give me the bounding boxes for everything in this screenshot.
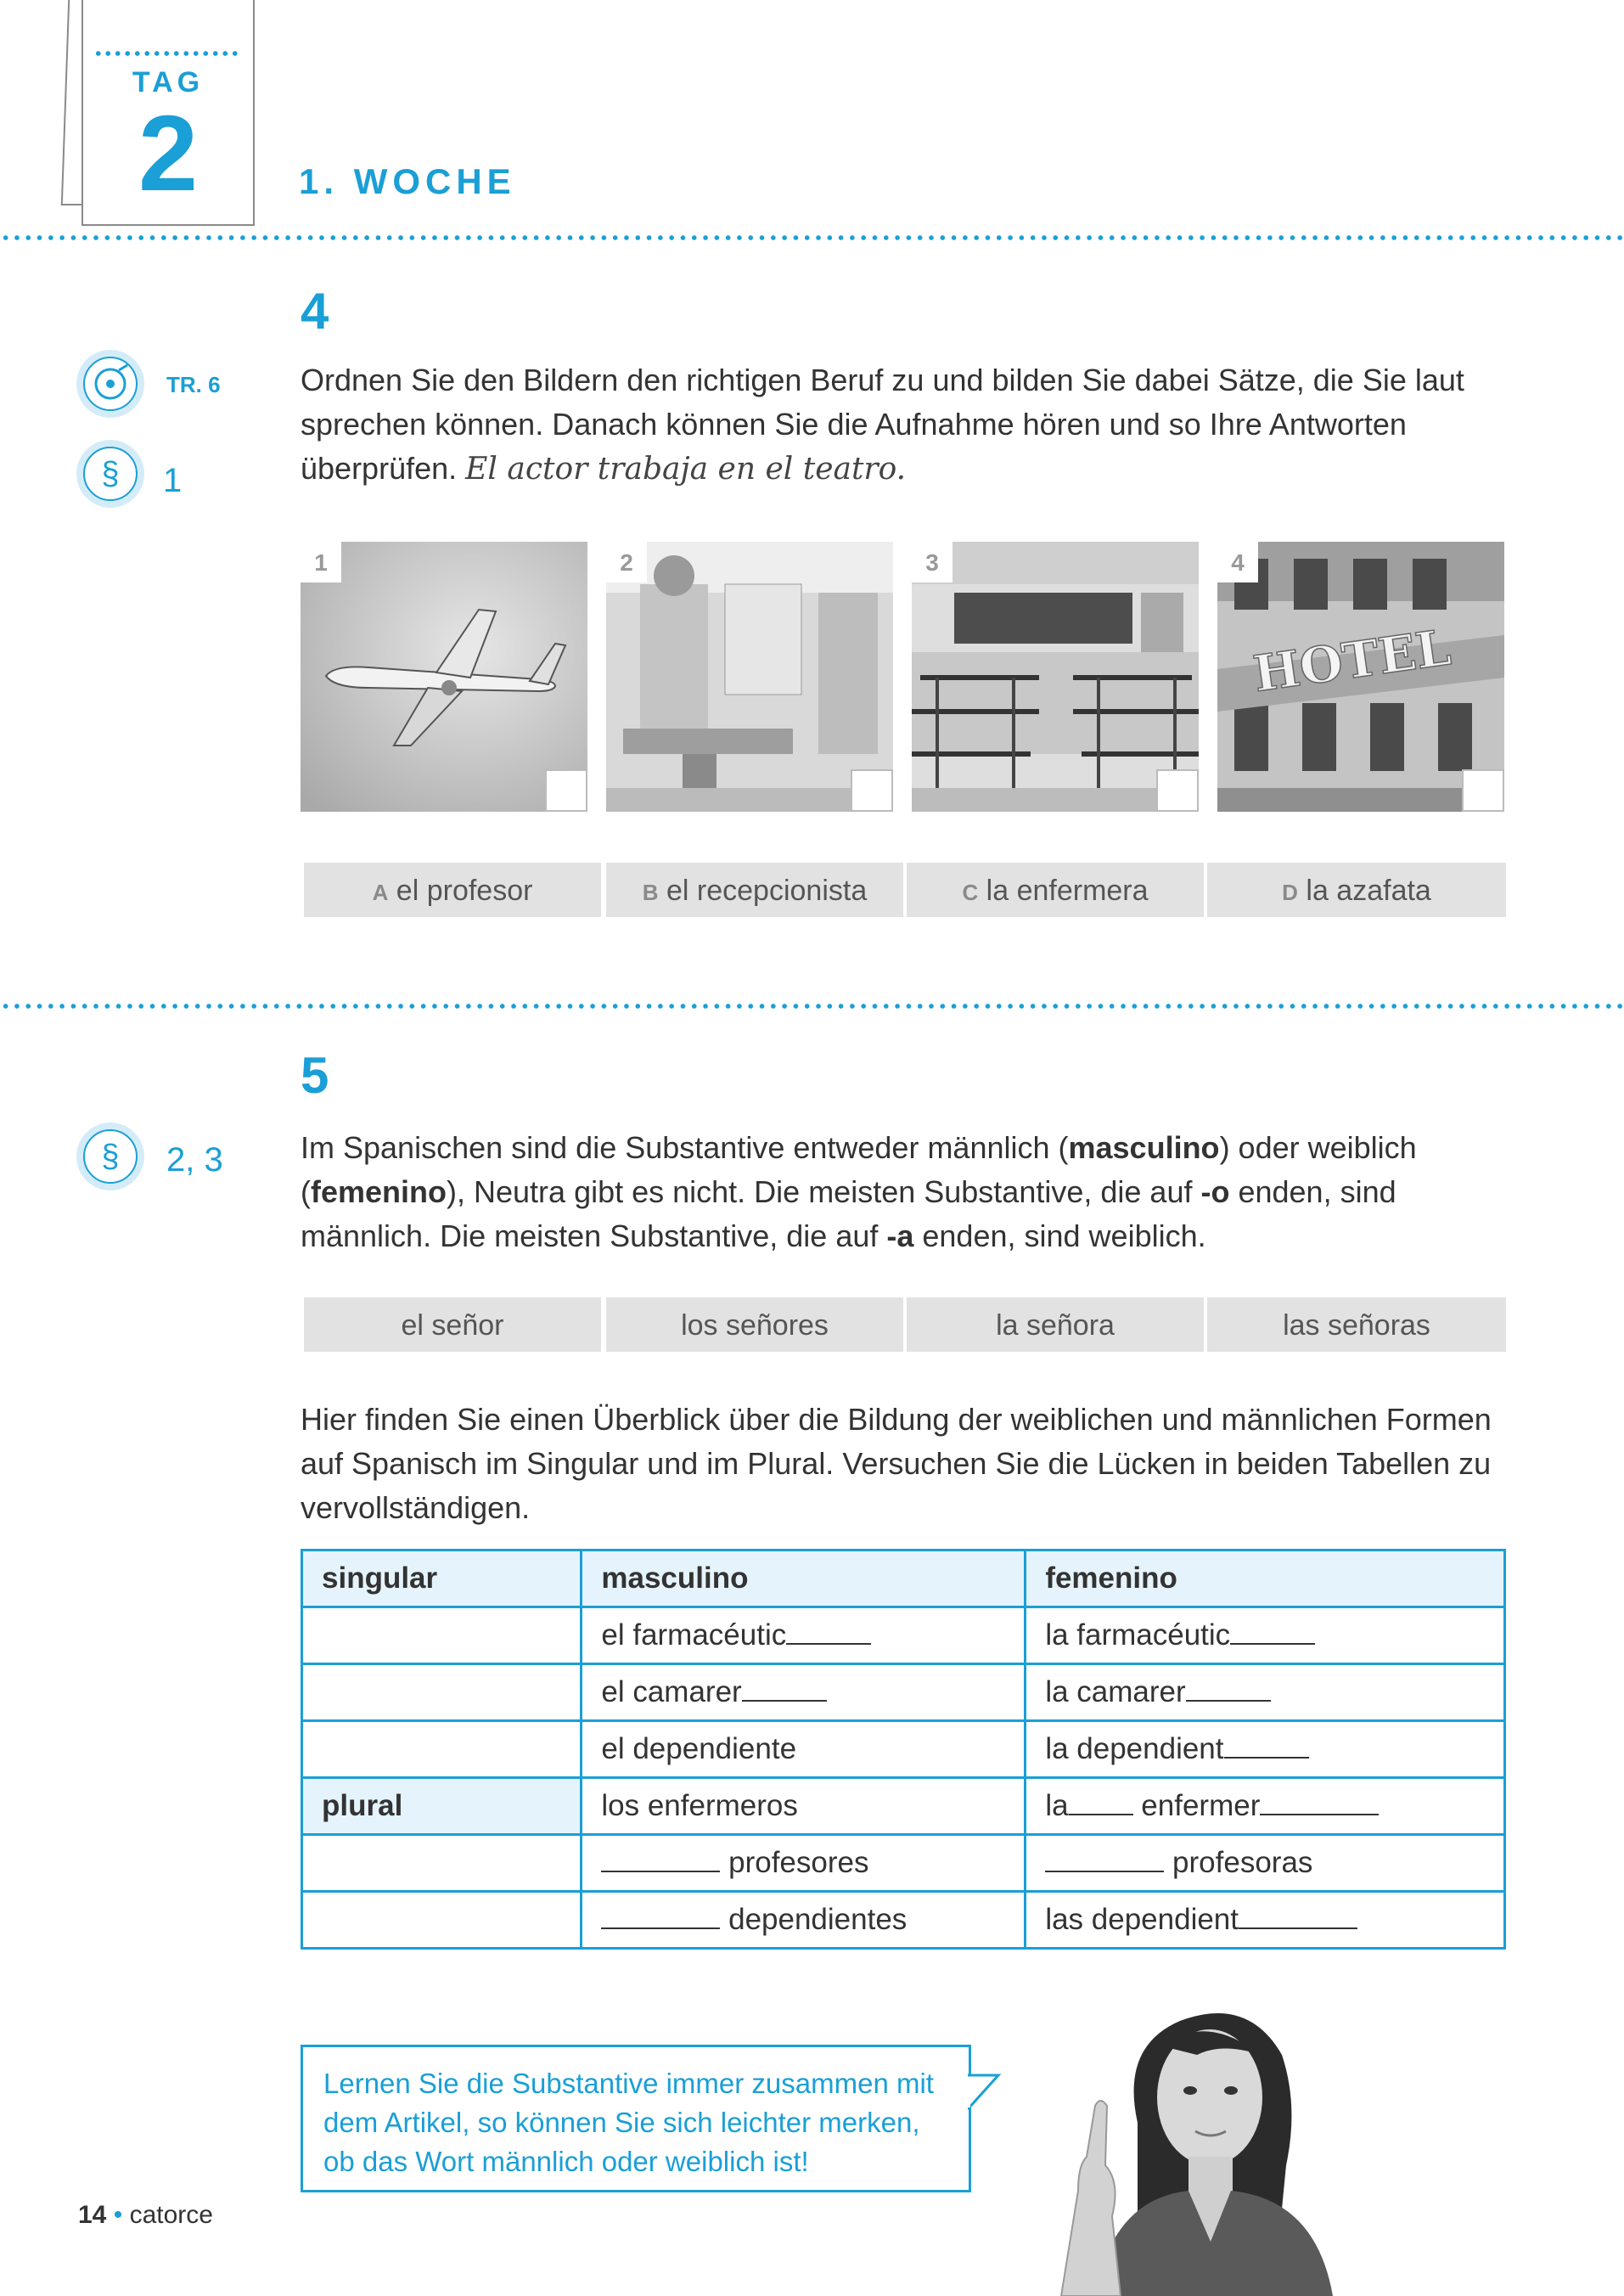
tag-box <box>81 0 255 226</box>
paragraph-icon: § <box>83 447 138 501</box>
blank[interactable] <box>1045 1849 1164 1872</box>
empty-cell <box>302 1892 582 1949</box>
intro-part: enden, sind weiblich. <box>913 1218 1206 1253</box>
example-sentence: El actor trabaja en el teatro. <box>465 452 907 487</box>
teacher-photo <box>951 1995 1426 2296</box>
option-c-letter: C <box>962 880 979 905</box>
grammar-table <box>301 1549 1506 1950</box>
table-row <box>302 1892 1505 1949</box>
image-3-answer-box[interactable] <box>1156 769 1199 812</box>
exercise-5-text: Hier finden Sie einen Überblick über die Bildung der weiblichen und männlichen Formen auf Spanisch im Singular und im Plural. Versuchen Sie die Lücken in beiden Tabellen zu vervollständigen. <box>301 1402 1492 1525</box>
tip-bubble: Lernen Sie die Substantive immer zusammen mit dem Artikel, so können Sie sich leichter merken, ob das Wort männlich oder weiblich ist! <box>301 2045 971 2192</box>
cell-text: la dependient <box>1045 1732 1224 1765</box>
exercise-4-instructions <box>301 358 1506 492</box>
exercise-5-intro <box>301 1126 1506 1258</box>
intro-bold-a: -a <box>886 1218 914 1253</box>
cell-text: la farmacéutic <box>1045 1618 1231 1652</box>
blank[interactable] <box>601 1905 720 1929</box>
image-4-number: 4 <box>1217 542 1258 582</box>
cell-text: la camarer <box>1045 1675 1186 1708</box>
table-row <box>302 1778 1505 1835</box>
exercise-5-number: 5 <box>301 1047 329 1104</box>
cell-masc <box>582 1664 1026 1721</box>
divider-top <box>0 235 1624 240</box>
table-row <box>302 1721 1505 1778</box>
intro-part: Im Spanischen sind die Substantive entweder männlich ( <box>301 1130 1069 1165</box>
image-4-hotel <box>1217 542 1504 812</box>
blank[interactable] <box>742 1678 827 1702</box>
blank[interactable] <box>786 1621 871 1645</box>
cell-text: la <box>1045 1789 1069 1822</box>
page-number: 14 <box>78 2201 107 2229</box>
cell-fem <box>1026 1664 1505 1721</box>
option-d[interactable] <box>1207 863 1506 917</box>
table-row <box>302 1664 1505 1721</box>
header-singular: singular <box>302 1550 582 1607</box>
option-b-letter: B <box>642 880 659 905</box>
intro-part: enden, sind männlich. Die meisten Substantive, die auf <box>301 1174 1396 1253</box>
option-c[interactable] <box>907 863 1204 917</box>
image-4-answer-box[interactable] <box>1462 769 1504 812</box>
grammar-ref-2: 2, 3 <box>166 1141 223 1179</box>
cell-text: profesoras <box>1172 1846 1313 1879</box>
page-word: catorce <box>129 2201 213 2229</box>
cell-text: dependientes <box>728 1903 908 1936</box>
hotel-sign: HOTEL <box>1250 618 1454 704</box>
page-footer <box>78 2201 213 2230</box>
blank[interactable] <box>601 1849 720 1872</box>
cell-text: el camarer <box>601 1675 742 1708</box>
cell-text: los enfermeros <box>601 1789 798 1822</box>
example-la-senora: la señora <box>907 1297 1204 1352</box>
cell-masc <box>582 1892 1026 1949</box>
image-1-answer-box[interactable] <box>545 769 587 812</box>
cell-fem <box>1026 1778 1505 1835</box>
cd-icon-inner <box>83 357 138 411</box>
option-a-letter: A <box>372 880 389 905</box>
week-title: 1. WOCHE <box>299 161 516 201</box>
header-masculino: masculino <box>582 1550 1026 1607</box>
grammar-paragraph-icon[interactable] <box>76 440 144 508</box>
empty-cell <box>302 1721 582 1778</box>
empty-cell <box>302 1835 582 1892</box>
cell-text: el farmacéutic <box>601 1618 787 1652</box>
image-1-number: 1 <box>301 542 341 582</box>
example-el-senor: el señor <box>304 1297 601 1352</box>
option-b-text: el recepcionista <box>666 875 868 907</box>
option-d-letter: D <box>1282 880 1298 905</box>
tag-number: 2 <box>138 93 199 213</box>
tag-label: TAG <box>132 66 205 98</box>
blank[interactable] <box>1186 1678 1271 1702</box>
image-1-airplane <box>301 542 587 812</box>
cell-fem <box>1026 1892 1505 1949</box>
instruction-text: Ordnen Sie den Bildern den richtigen Beruf zu und bilden Sie dabei Sätze, die Sie laut sprechen können. Danach können Sie die Aufnahme hören und so Ihre Antworten überprüfen. <box>301 363 1464 486</box>
intro-part: ) oder weiblich ( <box>301 1130 1417 1209</box>
grammar-ref-1: 1 <box>163 462 183 499</box>
example-los-senores: los señores <box>606 1297 903 1352</box>
image-3-classroom <box>912 542 1199 812</box>
cell-masc <box>582 1835 1026 1892</box>
image-2-operating-room <box>606 542 893 812</box>
cell-text: profesores <box>728 1846 869 1879</box>
cell-fem <box>1026 1721 1505 1778</box>
option-a-text: el profesor <box>396 875 533 907</box>
cell-fem <box>1026 1607 1505 1664</box>
cell-text: las dependient <box>1045 1903 1239 1936</box>
option-c-text: la enfermera <box>986 875 1149 907</box>
table-header-row <box>302 1550 1505 1607</box>
example-las-senoras: las señoras <box>1207 1297 1506 1352</box>
cell-masc <box>582 1721 1026 1778</box>
option-d-text: la azafata <box>1306 875 1431 907</box>
paragraph-icon: § <box>83 1129 138 1184</box>
option-a[interactable] <box>304 863 601 917</box>
empty-cell <box>302 1664 582 1721</box>
image-3-number: 3 <box>912 542 952 582</box>
image-2-answer-box[interactable] <box>851 769 893 812</box>
empty-cell <box>302 1607 582 1664</box>
divider-middle <box>0 1004 1624 1009</box>
tag-dots <box>93 51 239 56</box>
cell-masc <box>582 1778 1026 1835</box>
intro-part: ), Neutra gibt es nicht. Die meisten Substantive, die auf <box>447 1174 1201 1209</box>
grammar-paragraph-icon-2[interactable] <box>76 1123 144 1190</box>
exercise-4-number: 4 <box>301 283 329 340</box>
track-label: TR. 6 <box>166 372 221 397</box>
footer-bullet: • <box>113 2201 123 2229</box>
header-femenino: femenino <box>1026 1550 1505 1607</box>
image-2-number: 2 <box>606 542 647 582</box>
intro-bold-o: -o <box>1200 1174 1230 1209</box>
blank[interactable] <box>1260 1792 1379 1815</box>
blank[interactable] <box>1069 1792 1133 1815</box>
option-b[interactable] <box>606 863 903 917</box>
cell-masc <box>582 1607 1026 1664</box>
table-row <box>302 1835 1505 1892</box>
intro-bold-femenino: femenino <box>311 1174 447 1209</box>
cell-text: enfermer <box>1141 1789 1261 1822</box>
blank[interactable] <box>1230 1621 1315 1645</box>
plural-label: plural <box>302 1778 582 1835</box>
audio-cd-icon[interactable] <box>76 350 144 418</box>
intro-bold-masculino: masculino <box>1068 1130 1220 1165</box>
table-row <box>302 1607 1505 1664</box>
cell-fem <box>1026 1835 1505 1892</box>
blank[interactable] <box>1239 1905 1357 1929</box>
blank[interactable] <box>1224 1735 1309 1759</box>
cell-text: el dependiente <box>601 1732 797 1765</box>
